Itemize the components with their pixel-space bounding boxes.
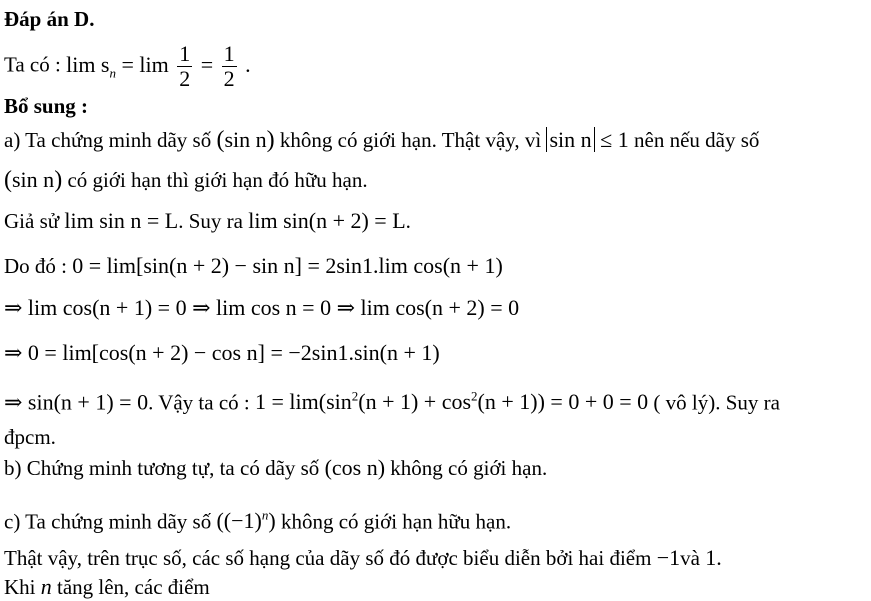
math-text: sin n [12, 167, 55, 192]
math-abs-sin [546, 127, 628, 152]
line-khi [4, 574, 210, 600]
line-gia-su [4, 208, 411, 234]
math-expression [255, 389, 648, 414]
math-abs: sin n [546, 127, 594, 152]
line-ta-co [4, 42, 251, 91]
line-implies-1 [4, 295, 519, 321]
text: có giới hạn thì giới hạn đó hữu hạn. [67, 168, 368, 192]
text: và [680, 546, 700, 570]
text: a) Ta chứng minh dãy số [4, 128, 212, 152]
math-text: sin n [224, 127, 267, 152]
math-text: (n + 1)) = 0 + 0 = 0 [477, 389, 649, 415]
text: . Vậy ta có : [148, 390, 250, 415]
math-text: ((−1) [216, 508, 262, 534]
fraction [177, 42, 192, 91]
text: không có giới hạn. [390, 456, 548, 480]
text: . [405, 209, 411, 233]
line-b [4, 455, 547, 481]
math-text: = [200, 51, 214, 77]
math-lim-sin: lim sin n = L [64, 208, 179, 233]
fraction [222, 42, 237, 91]
text: b) Chứng minh tương tự, ta có dãy số [4, 456, 320, 480]
text: Khi [4, 575, 36, 599]
line-c [4, 503, 511, 534]
math-subscript: n [109, 64, 116, 80]
math-text: (n + 1) + cos [358, 389, 472, 415]
text: ( vô lý). Suy ra [653, 390, 780, 415]
line-do-do [4, 253, 503, 279]
text: không có giới hạn hữu hạn. [280, 509, 512, 534]
text: Ta có : [4, 52, 61, 77]
fraction-denominator: 2 [223, 66, 235, 91]
math-superscript: n [261, 508, 269, 523]
math-expression: ⇒ 0 = lim[cos(n + 2) − cos n] = −2sin1.sin(n + 1) [4, 340, 440, 365]
line-that-vay [4, 545, 722, 571]
line-a2 [4, 167, 368, 193]
line-implies-2 [4, 340, 440, 366]
text: Thật vậy, trên trục số, các số hạng của dãy số đó được biểu diễn bởi hai điểm [4, 546, 652, 570]
line-implies-3 [4, 384, 780, 415]
math-expression: 0 = lim[sin(n + 2) − sin n] = 2sin1.lim cos(n + 1) [72, 253, 503, 278]
math-lim-sin-n2: lim sin(n + 2) = L [248, 208, 406, 233]
math-cos-n: (cos n) [324, 455, 386, 480]
fraction-denominator: 2 [179, 66, 191, 91]
math-text: ) [268, 508, 276, 534]
math-minus-one: −1 [656, 545, 681, 570]
text: không có giới hạn. Thật vậy, vì [279, 128, 542, 152]
math-neg1-pow-n [216, 508, 275, 533]
answer-heading: Đáp án D. [4, 7, 95, 31]
math-text: ≤ 1 [600, 127, 629, 152]
math-n: n [40, 574, 52, 599]
math-text: lim s [66, 51, 110, 77]
math-sin-n: (sin n) [216, 127, 275, 153]
math-text: = lim [121, 51, 169, 77]
math-superscript: 2 [471, 389, 478, 404]
text: . Suy ra [178, 209, 243, 233]
math-lim-sn [66, 41, 251, 91]
text: Do đó : [4, 254, 67, 278]
fraction-numerator: 1 [223, 41, 235, 66]
math-text: . [245, 51, 251, 77]
math-one: 1. [705, 545, 722, 570]
text: nên nếu dãy số [634, 128, 760, 152]
text: c) Ta chứng minh dãy số [4, 509, 212, 534]
math-sin-n: (sin n) [4, 167, 63, 193]
line-dpcm: đpcm. [4, 425, 56, 449]
text: tăng lên, các điểm [57, 575, 210, 599]
math-expression: ⇒ sin(n + 1) = 0 [4, 389, 149, 415]
math-expression: ⇒ lim cos(n + 1) = 0 ⇒ lim cos n = 0 ⇒ lim cos(n + 2) = 0 [4, 295, 520, 320]
line-a1 [4, 127, 759, 153]
math-superscript: 2 [351, 389, 359, 404]
supplement-heading: Bổ sung : [4, 94, 89, 118]
text: Giả sử [4, 209, 60, 233]
math-text: 1 = lim(sin [255, 389, 352, 415]
fraction-numerator: 1 [179, 41, 191, 66]
